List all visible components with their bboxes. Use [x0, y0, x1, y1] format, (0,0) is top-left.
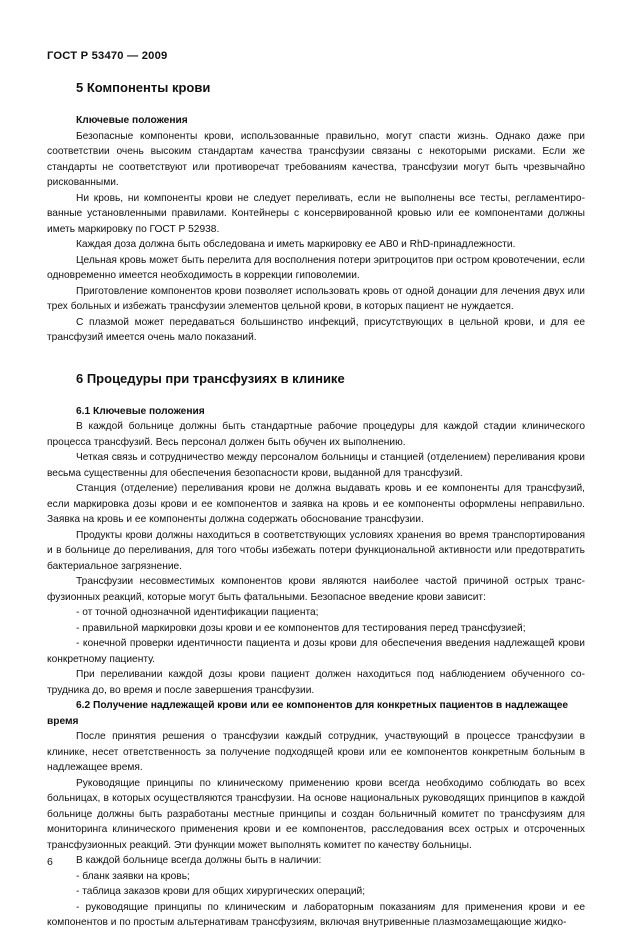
section-6-title: 6 Процедуры при трансфузиях в клинике	[76, 370, 345, 386]
section-5-subtitle: Ключевые положения	[76, 115, 188, 126]
paragraph: Ни кровь, ни компоненты крови не следует переливать, если не выполнены все тесты, регламентированные установленными правилами. Контейнеры с консервированной кровью или ее компонентами должны иметь маркировку по ГОСТ Р 52938.	[47, 192, 585, 235]
page-number: 6	[47, 856, 53, 868]
paragraph: Каждая доза должна быть обследована и иметь маркировку ее АВ0 и RhD-принадлежности.	[76, 239, 516, 250]
list-item: - конечной проверки идентичности пациента и дозы крови для обеспечения введения надлежащей крови конкретному пациенту.	[47, 638, 585, 665]
subsection-6-2-title: 6.2 Получение надлежащей крови или ее компонентов для конкретных пациентов в надлежащее время	[47, 700, 569, 727]
section-5-title: 5 Компоненты крови	[76, 80, 211, 95]
paragraph: В каждой больнице должны быть стандартные рабочие процедуры для каждой стадии клинического процесса трансфузий. Весь персонал должен быть обучен их выполнению.	[47, 421, 585, 448]
paragraph: При переливании каждой дозы крови пациент должен находиться под наблюдением обученного сотрудника до, во время и после завершения трансфузии.	[47, 669, 585, 696]
subsection-6-1-title: 6.1 Ключевые положения	[76, 405, 205, 417]
paragraph: Приготовление компонентов крови позволяет использовать кровь от одной донации для лечения двух или трех больных и избежать трансфузии элементов цельной крови, в которых пациент не нуждается.	[47, 285, 585, 312]
paragraph: Станция (отделение) переливания крови не должна выдавать кровь и ее компоненты для трансфузий, если маркировка дозы крови и ее компонентов и заявка на кровь и ее компоненты оформлены неправильно. Заявка на кровь и ее компоненты должна содержать обоснование трансфузии.	[47, 483, 585, 525]
list-item: - таблица заказов крови для общих хирургических операций;	[76, 886, 366, 897]
paragraph: Безопасные компоненты крови, использованные правильно, могут спасти жизнь. Однако даже при соответствии очень высоким стандартам качества трансфузии связаны с некоторыми рисками. Если же стандарты не соответствуют или противоречат требованиям качества, трансфузии могут быть чрезвычайно рискованными.	[47, 130, 585, 188]
list-item: - от точной однозначной идентификации пациента;	[76, 607, 319, 618]
paragraph: После принятия решения о трансфузии каждый сотрудник, участвующий в процессе трансфузии в клинике, несет ответственность за получение подходящей крови или ее компонентов конкретным больным в надлежащее время.	[47, 731, 585, 773]
paragraph: Продукты крови должны находиться в соответствующих условиях хранения во время транспортирования и в больнице до переливания, для того чтобы избежать потери функциональной активности или предотвратить бактериальное загрязнение.	[47, 529, 585, 572]
paragraph: С плазмой может передаваться большинство инфекций, присутствующих в цельной крови, и для ее трансфузий имеется очень мало показаний.	[47, 316, 585, 343]
section-gap	[47, 346, 585, 369]
paragraph: Трансфузии несовместимых компонентов крови являются наиболее частой причиной острых трансфузионных реакций, которые могут быть фатальными. Безопасное введение крови зависит:	[47, 576, 585, 603]
paragraph: Цельная кровь может быть перелита для восполнения потери эритроцитов при остром кровотечении, если одновременно имеется необходимость в коррекции гиповолемии.	[47, 254, 585, 281]
list-item: - бланк заявки на кровь;	[76, 870, 190, 882]
list-item: - правильной маркировки дозы крови и ее компонентов для тестирования перед трансфузией;	[76, 622, 526, 634]
paragraph: Четкая связь и сотрудничество между персоналом больницы и станцией (отделением) переливания крови весьма существенны для обеспечения безопасности крови, выданной для трансфузий.	[47, 452, 585, 479]
paragraph: Руководящие принципы по клиническому применению крови всегда необходимо соблюдать во всех больницах, в которых осуществляются трансфузии. На основе национальных руководящих принципов в каждой больнице должны быть разработаны местные принципы и создан больничный комитет по трансфузиям для мониторинга клинического применения крови и ее компонентов, расследования всех острых и отсроченных трансфузионных реакций. Эти функции может выполнять комитет по качеству больницы.	[47, 777, 585, 851]
list-item: - руководящие принципы по клиническим и лабораторным показаниям для применения крови и ее компонентов и по простым альтернативам трансфузиям, включая внутривенные плазмозамещающие жидко-	[47, 901, 585, 928]
document-header: ГОСТ Р 53470 — 2009	[47, 50, 168, 62]
document-body	[47, 78, 585, 931]
paragraph: В каждой больнице всегда должны быть в наличии:	[76, 855, 322, 866]
